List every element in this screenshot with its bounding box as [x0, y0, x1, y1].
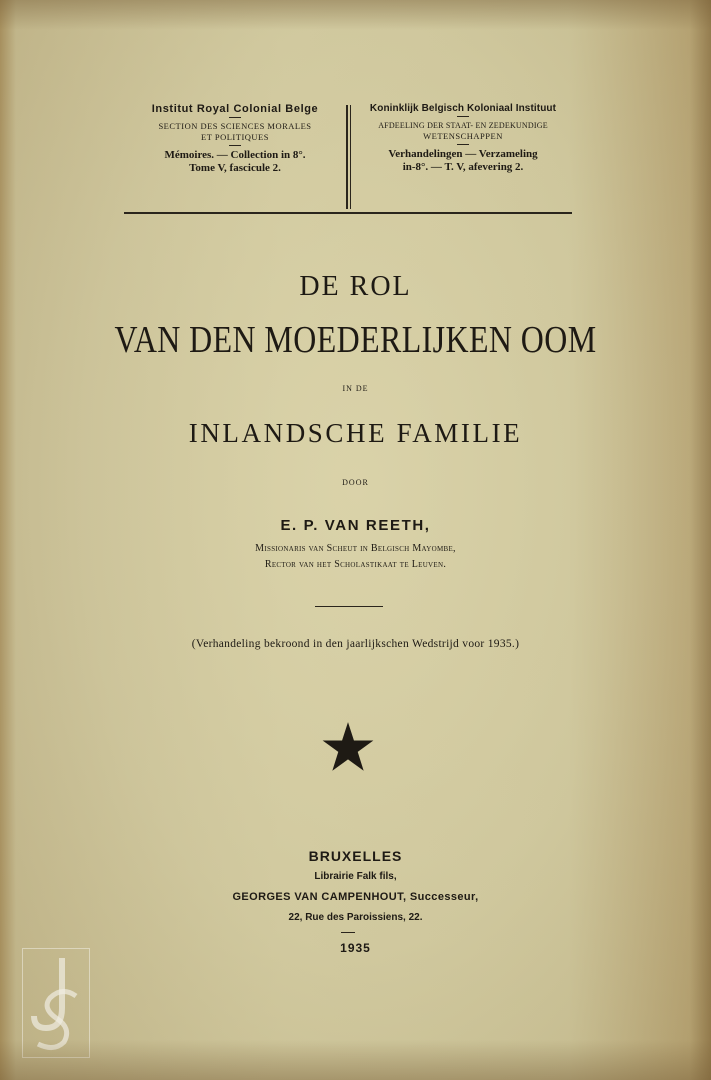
author-affiliation-1: Missionaris van Scheut in Belgisch Mayombe, — [255, 543, 456, 554]
section-name-nl-line2: WETENSCHAPPEN — [423, 131, 503, 141]
institution-name-fr: Institut Royal Colonial Belge — [151, 103, 319, 115]
award-note: (Verhandeling bekroond in den jaarlijkschen Wedstrijd voor 1935.) — [191, 638, 520, 650]
collection-fr-line1: Mémoires. — Collection in 8°. — [164, 149, 306, 161]
imprint-year: 1935 — [340, 941, 371, 955]
section-name-fr-line2: ET POLITIQUES — [201, 132, 269, 142]
header-dash — [457, 116, 469, 117]
js-monogram-logo — [22, 948, 90, 1058]
title-main: VAN DEN MOEDERLIJKEN OOM — [114, 319, 597, 361]
title-line-1: DE ROL — [299, 271, 412, 302]
divider-rule — [315, 606, 383, 607]
section-name-nl-line1: AFDEELING DER STAAT- EN ZEDEKUNDIGE — [378, 121, 548, 130]
imprint-publisher-1: Librairie Falk fils, — [314, 871, 397, 882]
title-connector: IN DE — [342, 384, 369, 393]
institution-name-nl: Koninklijk Belgisch Koloniaal Instituut — [369, 103, 557, 114]
header-divider-thin — [350, 105, 351, 209]
imprint-address: 22, Rue des Paroissiens, 22. — [288, 912, 423, 923]
collection-nl-line1: Verhandelingen — Verzameling — [388, 148, 538, 160]
star-icon — [321, 720, 375, 774]
imprint-city: BRUXELLES — [308, 848, 403, 864]
section-name-fr-line1: SECTION DES SCIENCES MORALES — [158, 121, 312, 131]
header-dutch — [354, 103, 572, 174]
collection-fr-line2: Tome V, fascicule 2. — [189, 162, 281, 174]
author-affiliation-2: Rector van het Scholastikaat te Leuven. — [264, 559, 447, 570]
header-french — [124, 103, 346, 175]
imprint-publisher-2: GEORGES VAN CAMPENHOUT, Successeur, — [232, 891, 479, 903]
header-bottom-rule — [124, 212, 572, 214]
collection-nl-line2: in-8°. — T. V, afevering 2. — [402, 161, 524, 173]
header-divider — [346, 105, 348, 209]
title-line-3: INLANDSCHE FAMILIE — [188, 418, 523, 448]
header-dash — [229, 117, 241, 118]
author-name: E. P. VAN REETH, — [280, 517, 431, 534]
byline-door: DOOR — [342, 478, 369, 487]
header-dash — [457, 144, 469, 145]
publication-header — [124, 103, 572, 211]
header-dash — [229, 145, 241, 146]
year-rule — [341, 932, 355, 933]
